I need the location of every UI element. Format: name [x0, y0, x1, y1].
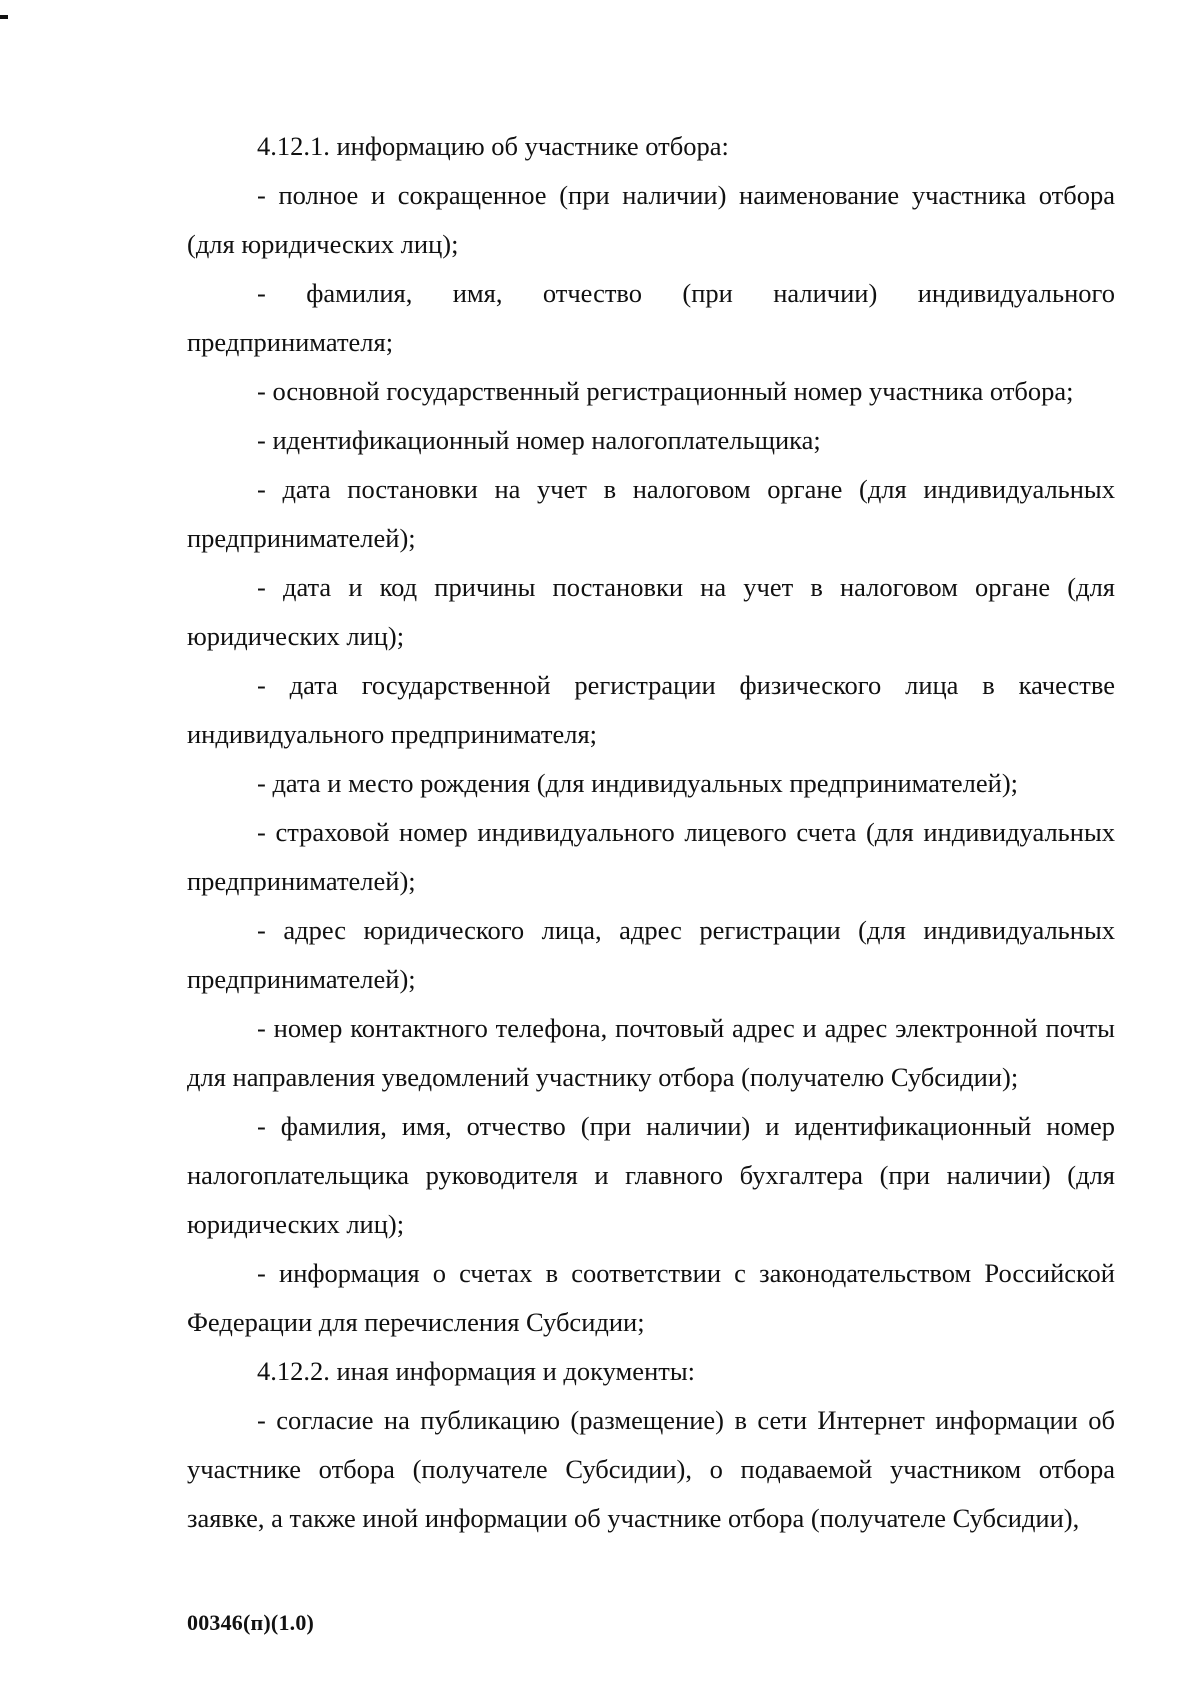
- paragraph-birth-date-place: - дата и место рождения (для индивидуальных предпринимателей);: [257, 768, 1019, 798]
- paragraph-publication-consent: - согласие на публикацию (размещение) в сети Интернет информации об участнике отбора (получателе Субсидии), о подаваемой участником отбора заявке, а также иной информации об участнике отбора (получателе Субсидии),: [187, 1405, 1115, 1533]
- paragraph-entrepreneur-name: - фамилия, имя, отчество (при наличии) индивидуального предпринимателя;: [187, 278, 1115, 357]
- scan-corner-mark: [0, 15, 8, 19]
- paragraph-tax-registration-date: - дата постановки на учет в налоговом органе (для индивидуальных предпринимателей);: [187, 474, 1115, 553]
- paragraph-kpp: - дата и код причины постановки на учет в налоговом органе (для юридических лиц);: [187, 572, 1115, 651]
- document-code: 00346(п)(1.0): [187, 1610, 315, 1635]
- document-body: [187, 122, 1115, 1543]
- paragraph-inn: - идентификационный номер налогоплательщика;: [257, 425, 821, 455]
- paragraph-snils: - страховой номер индивидуального лицевого счета (для индивидуальных предпринимателей);: [187, 817, 1115, 896]
- paragraph-4-12-1-heading: 4.12.1. информацию об участнике отбора:: [257, 131, 729, 161]
- paragraph-bank-accounts: - информация о счетах в соответствии с законодательством Российской Федерации для перечисления Субсидии;: [187, 1258, 1115, 1337]
- paragraph-contacts: - номер контактного телефона, почтовый адрес и адрес электронной почты для направления уведомлений участнику отбора (получателю Субсидии);: [187, 1013, 1115, 1092]
- paragraph-full-name: - полное и сокращенное (при наличии) наименование участника отбора (для юридических лиц);: [187, 180, 1115, 259]
- paragraph-management-inn: - фамилия, имя, отчество (при наличии) и идентификационный номер налогоплательщика руководителя и главного бухгалтера (при наличии) (для юридических лиц);: [187, 1111, 1115, 1239]
- paragraph-4-12-2-heading: 4.12.2. иная информация и документы:: [257, 1356, 696, 1386]
- paragraph-state-registration-date: - дата государственной регистрации физического лица в качестве индивидуального предпринимателя;: [187, 670, 1115, 749]
- paragraph-ogrn: - основной государственный регистрационный номер участника отбора;: [257, 376, 1074, 406]
- paragraph-address: - адрес юридического лица, адрес регистрации (для индивидуальных предпринимателей);: [187, 915, 1115, 994]
